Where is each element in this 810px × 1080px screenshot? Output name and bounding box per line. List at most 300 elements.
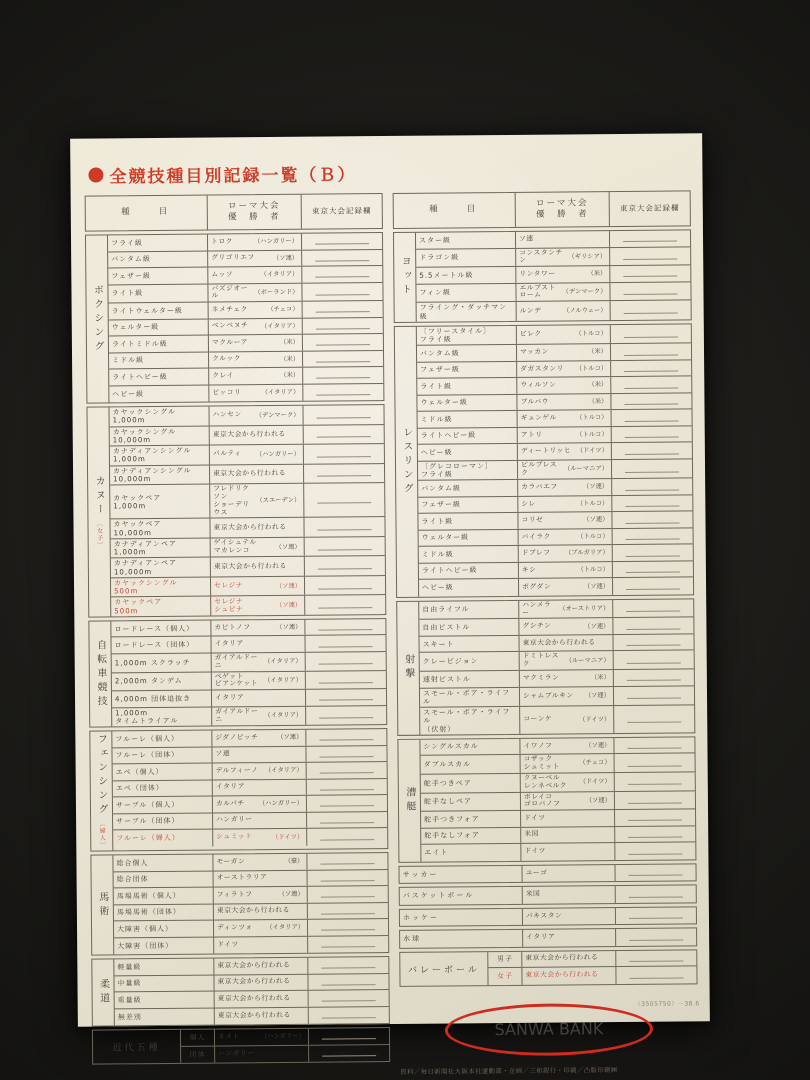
winner-cell bbox=[519, 618, 613, 634]
winner-cell bbox=[210, 445, 304, 464]
winner-name: イタリア bbox=[214, 693, 245, 702]
winner-name: コリゼ bbox=[521, 515, 544, 524]
winner-country: （ブルガリア） bbox=[564, 549, 609, 557]
event-cell: 大障害（団体） bbox=[114, 937, 214, 954]
winner-name: 東京大会から行われる bbox=[217, 1010, 291, 1020]
winner-cell bbox=[520, 687, 614, 706]
event-cell: 中量級 bbox=[114, 975, 214, 991]
record-blank-line bbox=[318, 676, 373, 683]
winner-country: （ソ連） bbox=[272, 254, 299, 262]
winner-cell bbox=[521, 773, 615, 791]
winner-cell bbox=[208, 267, 302, 283]
winner-cell bbox=[213, 812, 307, 828]
tokyo-record-cell bbox=[612, 495, 692, 511]
record-blank-line bbox=[317, 496, 372, 503]
record-blank-line bbox=[322, 1033, 377, 1040]
winner-country: （チェコ） bbox=[267, 306, 299, 314]
record-blank-line bbox=[624, 348, 679, 355]
event-cell: ライトミドル級 bbox=[109, 336, 209, 352]
winner-cell bbox=[518, 427, 612, 443]
tokyo-record-cell bbox=[305, 556, 385, 575]
table-row bbox=[400, 864, 696, 883]
winner-cell bbox=[208, 283, 302, 301]
record-blank-line bbox=[318, 657, 373, 664]
record-blank-line bbox=[623, 270, 678, 277]
winner-cell bbox=[523, 929, 616, 946]
winner-name: ソ連 bbox=[215, 749, 231, 758]
winner-cell bbox=[213, 854, 307, 870]
winner-name: ゲイシュテル マカレンコ bbox=[213, 538, 257, 555]
record-blank-line bbox=[316, 411, 371, 418]
event-cell: 舵手なしフォア bbox=[421, 827, 521, 843]
winner-cell bbox=[214, 870, 308, 886]
tokyo-record-cell bbox=[613, 599, 693, 617]
event-cell: フルーレ（団体） bbox=[112, 747, 212, 763]
winner-name: 米国 bbox=[525, 890, 541, 899]
event-cell: 馬場馬術（個人） bbox=[114, 888, 214, 904]
winner-name: トロク bbox=[211, 237, 233, 246]
section-label-boxing bbox=[86, 235, 109, 402]
table-row bbox=[115, 1007, 389, 1026]
table-row bbox=[111, 595, 385, 616]
record-blank-line bbox=[318, 640, 373, 647]
section-rows bbox=[420, 737, 695, 861]
section-football bbox=[398, 863, 696, 884]
winner-cell bbox=[212, 671, 306, 689]
winner-cell bbox=[518, 410, 612, 426]
tokyo-record-cell bbox=[308, 974, 388, 990]
section-label-text: ヨット bbox=[399, 256, 411, 299]
document-page bbox=[70, 133, 710, 1076]
event-cell: シングルスカル bbox=[420, 739, 520, 755]
event-cell: バンタム級 bbox=[108, 251, 208, 267]
winner-name: シャムブルキン bbox=[522, 691, 574, 700]
event-cell: ミドル級 bbox=[419, 546, 519, 562]
winner-country: （ソ連） bbox=[583, 582, 610, 591]
tokyo-record-cell bbox=[306, 729, 386, 745]
winner-name: ソ連 bbox=[518, 234, 534, 243]
tokyo-record-cell bbox=[612, 459, 692, 478]
event-cell: サーブル（個人） bbox=[113, 797, 213, 813]
winner-name: マクルーア bbox=[211, 338, 248, 347]
tokyo-record-cell bbox=[307, 853, 387, 869]
winner-cell bbox=[214, 887, 308, 903]
winner-cell bbox=[521, 843, 615, 860]
event-cell: ロードレース（個人） bbox=[111, 620, 211, 636]
event-cell: ホッケー bbox=[400, 908, 523, 926]
record-blank-line bbox=[315, 288, 370, 295]
winner-cell bbox=[516, 266, 610, 282]
winner-name: クレイ bbox=[212, 371, 234, 380]
winner-country: （ドイツ） bbox=[576, 447, 608, 455]
winner-name: クルック bbox=[212, 354, 242, 364]
section-fencing bbox=[89, 728, 388, 852]
right-table bbox=[393, 190, 699, 1075]
tokyo-record-cell bbox=[306, 652, 386, 670]
winner-country: （ソ連） bbox=[276, 601, 302, 609]
winner-name: グリゴリエフ bbox=[211, 253, 255, 262]
tokyo-record-cell bbox=[309, 1028, 389, 1044]
winner-country: （ソ連） bbox=[585, 796, 611, 804]
event-cell: ライト級 bbox=[417, 378, 517, 394]
record-blank-line bbox=[629, 912, 684, 919]
tokyo-record-cell bbox=[611, 344, 691, 360]
winner-name: カルパチ bbox=[215, 799, 245, 808]
table-header bbox=[393, 190, 691, 229]
winner-country: （米） bbox=[588, 381, 608, 389]
section-rows bbox=[108, 233, 383, 403]
event-cell: 5.5メートル級 bbox=[416, 267, 516, 283]
winner-name: ネメト bbox=[217, 1032, 240, 1041]
tokyo-record-cell bbox=[615, 826, 695, 842]
winner-country: （米） bbox=[280, 339, 299, 347]
section-label-rowing bbox=[398, 739, 421, 861]
table-row bbox=[109, 384, 383, 403]
record-tables bbox=[85, 190, 699, 1078]
record-blank-line bbox=[623, 306, 678, 313]
table-header bbox=[85, 193, 383, 232]
record-blank-line bbox=[628, 890, 683, 897]
winner-country: （ソ連） bbox=[583, 516, 609, 524]
winner-cell bbox=[522, 967, 616, 984]
record-blank-line bbox=[624, 430, 679, 437]
table-row bbox=[416, 247, 690, 268]
record-blank-line bbox=[625, 465, 680, 472]
tokyo-record-cell bbox=[309, 1045, 389, 1062]
header-event: 種 目 bbox=[394, 193, 516, 228]
winner-country: （オーストリア） bbox=[559, 605, 610, 613]
event-cell: カナディアンシングル 10,000m bbox=[110, 465, 210, 484]
tokyo-record-cell bbox=[305, 595, 385, 614]
tokyo-record-cell bbox=[616, 950, 696, 966]
event-cell: カヤックペア 500m bbox=[111, 597, 211, 616]
winner-country: （米） bbox=[280, 355, 300, 363]
event-cell: 舵手なしペア bbox=[421, 792, 521, 810]
winner-name: ウィルソン bbox=[520, 380, 557, 389]
record-blank-line bbox=[629, 971, 684, 978]
tokyo-record-cell bbox=[304, 444, 384, 463]
section-rows bbox=[113, 853, 388, 954]
winner-cell bbox=[521, 810, 615, 826]
winner-name: ブルバウ bbox=[520, 397, 549, 406]
winner-name: コザック シュミット bbox=[523, 754, 560, 771]
table-row bbox=[421, 842, 695, 861]
header-tokyo-record: 東京大会記録欄 bbox=[311, 206, 372, 216]
section-label-text: カヌー bbox=[93, 475, 105, 518]
winner-country: （トルコ） bbox=[575, 364, 608, 373]
record-blank-line bbox=[321, 995, 376, 1002]
winner-country: （米） bbox=[588, 397, 608, 406]
table-row bbox=[113, 828, 387, 847]
record-blank-line bbox=[629, 954, 684, 961]
table-row bbox=[419, 599, 693, 620]
record-blank-line bbox=[625, 483, 680, 490]
winner-name: ベゲット ビアンケット bbox=[214, 671, 258, 688]
winner-name: フィラトフ bbox=[216, 890, 253, 899]
event-cell: 自由ライフル bbox=[419, 601, 519, 619]
event-cell: フィン級 bbox=[416, 284, 516, 302]
winner-country: （ルーマニア） bbox=[563, 465, 609, 473]
event-cell: ヘビー級 bbox=[419, 579, 519, 596]
winner-cell bbox=[521, 754, 615, 772]
tokyo-record-cell bbox=[302, 250, 382, 266]
winner-name: バイラク bbox=[521, 532, 551, 541]
winner-name: リンタワー bbox=[519, 269, 556, 278]
winner-cell bbox=[211, 538, 305, 557]
winner-cell bbox=[212, 706, 306, 725]
section-label-yachting bbox=[394, 233, 417, 322]
winner-cell bbox=[215, 1029, 309, 1045]
tokyo-record-cell bbox=[308, 957, 388, 973]
winner-name: キシ bbox=[521, 565, 537, 574]
record-blank-line bbox=[320, 874, 375, 881]
winner-name: ドイツ bbox=[217, 940, 239, 949]
winner-cell bbox=[518, 460, 612, 479]
winner-country: （米） bbox=[588, 348, 608, 356]
tokyo-record-cell bbox=[309, 1007, 389, 1024]
winner-name: ベンベヌチ bbox=[211, 321, 249, 331]
winner-cell bbox=[211, 620, 305, 636]
event-cell: フェザー級 bbox=[418, 497, 518, 513]
event-cell: フライ級 bbox=[108, 235, 208, 251]
record-blank-line bbox=[319, 694, 374, 701]
winner-name: イタリア bbox=[214, 639, 244, 648]
winner-country: （ソ連） bbox=[582, 483, 609, 491]
record-blank-line bbox=[624, 364, 679, 371]
winner-cell bbox=[209, 384, 303, 401]
winner-country: （ハンガリー） bbox=[260, 1033, 306, 1041]
winner-cell bbox=[212, 690, 306, 706]
record-blank-line bbox=[628, 847, 683, 854]
section-label-text: フェンシング bbox=[95, 733, 108, 818]
winner-country: （豪） bbox=[284, 858, 304, 866]
tokyo-record-cell bbox=[611, 360, 691, 376]
tokyo-record-cell bbox=[610, 265, 690, 281]
event-cell: ダブルスカル bbox=[421, 755, 521, 773]
section-label-judo bbox=[92, 960, 115, 1026]
winner-country: （トルコ） bbox=[576, 430, 608, 439]
winner-country: （ソ連） bbox=[275, 582, 302, 590]
winner-country: （スエーデン） bbox=[256, 496, 301, 505]
table-row bbox=[110, 483, 384, 520]
winner-country: （チェコ） bbox=[579, 759, 611, 767]
record-blank-line bbox=[628, 814, 683, 821]
winner-name: ドイツ bbox=[524, 847, 546, 856]
winner-name: セレジナ bbox=[214, 581, 244, 590]
winner-country: （ソ連） bbox=[277, 734, 303, 742]
winner-cell bbox=[211, 557, 305, 576]
tokyo-record-cell bbox=[307, 779, 387, 795]
record-blank-line bbox=[321, 978, 376, 985]
event-cell: 大障害（個人） bbox=[114, 921, 214, 937]
tokyo-record-cell bbox=[303, 384, 383, 401]
tokyo-record-cell bbox=[616, 885, 696, 902]
winner-country: （イタリア） bbox=[263, 657, 302, 666]
record-blank-line bbox=[322, 1050, 377, 1057]
event-cell: サーブル（団体） bbox=[113, 813, 213, 829]
winner-cell bbox=[210, 518, 304, 537]
winner-name: ピルブレスク bbox=[520, 460, 558, 477]
winner-cell bbox=[523, 908, 616, 925]
event-cell: フルーレ（婦人） bbox=[113, 830, 213, 847]
section-boxing bbox=[85, 232, 384, 404]
winner-name: ルンデ bbox=[519, 306, 542, 315]
section-label-text: ボクシング bbox=[91, 284, 104, 355]
tokyo-record-cell bbox=[307, 812, 387, 828]
winner-name: シレ bbox=[521, 499, 536, 508]
winner-name: クヌーベル レンネベルク bbox=[523, 773, 568, 790]
winner-cell bbox=[212, 653, 306, 671]
winner-cell bbox=[209, 351, 303, 367]
record-blank-line bbox=[624, 447, 679, 454]
tokyo-record-cell bbox=[302, 266, 382, 282]
record-blank-line bbox=[320, 833, 375, 840]
record-blank-line bbox=[316, 339, 371, 346]
winner-cell bbox=[209, 368, 303, 384]
tokyo-record-cell bbox=[616, 966, 696, 983]
tokyo-record-cell bbox=[614, 705, 694, 732]
tokyo-record-cell bbox=[614, 651, 694, 669]
winner-cell bbox=[213, 796, 307, 812]
record-blank-line bbox=[626, 605, 681, 612]
header-event: 種 目 bbox=[86, 196, 208, 231]
table-row bbox=[416, 282, 690, 303]
event-cell: カナディアンシングル 1,000m bbox=[110, 446, 210, 465]
winner-country: （イタリア） bbox=[264, 767, 303, 775]
winner-name: 東京大会から行われる bbox=[213, 522, 287, 532]
event-cell: ドラゴン級 bbox=[416, 248, 516, 266]
winner-name: コーンケ bbox=[523, 715, 553, 724]
winner-cell bbox=[210, 425, 304, 444]
event-cell: 1,000m スクラッチ bbox=[112, 653, 212, 671]
tokyo-record-cell bbox=[615, 791, 695, 809]
winner-country: （ソ連） bbox=[278, 891, 304, 899]
winner-name: コンスタンチン bbox=[519, 247, 563, 265]
header-rome-winner bbox=[516, 192, 610, 227]
section-label-equestrian bbox=[91, 856, 114, 955]
section-label-text: 柔道 bbox=[97, 978, 109, 1007]
section-rows bbox=[488, 950, 696, 985]
event-cell: 総合団体 bbox=[114, 871, 214, 887]
winner-cell bbox=[519, 545, 613, 561]
section-label-fencing bbox=[90, 732, 113, 851]
tokyo-record-cell bbox=[305, 635, 385, 651]
event-cell: 速射ピストル bbox=[420, 671, 520, 687]
event-cell: カヤックペア 1,000m bbox=[110, 485, 210, 519]
winner-cell bbox=[517, 344, 611, 360]
section-label-text: 馬術 bbox=[96, 891, 108, 920]
winner-cell bbox=[214, 958, 308, 974]
winner-country: （米） bbox=[587, 270, 607, 278]
event-cell: カヤックペア 10,000m bbox=[110, 519, 210, 538]
record-blank-line bbox=[316, 389, 371, 396]
record-blank-line bbox=[318, 582, 373, 589]
winner-country: （イタリア） bbox=[261, 389, 300, 397]
event-cell: フルーレ（個人） bbox=[112, 731, 212, 747]
table-row bbox=[488, 966, 696, 984]
section-judo bbox=[91, 956, 390, 1027]
record-blank-line bbox=[625, 499, 680, 506]
tokyo-record-cell bbox=[303, 367, 383, 383]
bullet-icon bbox=[88, 167, 103, 182]
tokyo-record-cell bbox=[610, 230, 690, 246]
winner-cell bbox=[208, 234, 302, 250]
record-blank-line bbox=[315, 270, 370, 277]
winner-cell bbox=[213, 763, 307, 779]
record-blank-line bbox=[627, 715, 682, 722]
event-cell: カナディアンペア 1,000m bbox=[111, 538, 211, 557]
winner-country: （イタリア） bbox=[260, 270, 299, 279]
winner-cell bbox=[516, 248, 610, 266]
table-row bbox=[421, 772, 695, 793]
table-row bbox=[112, 671, 386, 692]
section-rows bbox=[419, 599, 694, 734]
sanwa-bank-logo bbox=[445, 1002, 653, 1056]
tokyo-record-cell bbox=[302, 283, 382, 301]
section-rows bbox=[400, 885, 696, 904]
record-blank-line bbox=[625, 532, 680, 539]
print-code: （3505750）－38.6 bbox=[634, 1000, 700, 1008]
section-shooting bbox=[396, 598, 695, 736]
event-cell: ミドル級 bbox=[109, 352, 209, 368]
winner-cell bbox=[214, 974, 308, 990]
tokyo-record-cell bbox=[610, 282, 690, 300]
section-note: 〔女子〕 bbox=[95, 520, 103, 549]
record-blank-line bbox=[319, 783, 374, 790]
tokyo-record-cell bbox=[306, 706, 386, 725]
event-cell: 舵手つきフォア bbox=[421, 811, 521, 827]
event-cell: フライング・ダッチマン級 bbox=[417, 302, 517, 321]
table-row bbox=[417, 324, 691, 346]
winner-name: ディンツォ bbox=[216, 923, 253, 932]
event-cell: 〔グレコローマン〕 フライ級 bbox=[418, 461, 518, 480]
table-row bbox=[420, 686, 694, 708]
winner-name: ピッコリ bbox=[212, 388, 242, 397]
event-cell: 1,000m タイムトライアル bbox=[112, 707, 212, 726]
tokyo-record-cell bbox=[304, 483, 384, 517]
winner-cell bbox=[520, 706, 614, 734]
winner-name: ドブレフ bbox=[521, 548, 551, 557]
winner-name: デルフィーノ bbox=[215, 766, 259, 775]
winner-name: モーガン bbox=[216, 857, 246, 866]
table-row bbox=[420, 705, 694, 734]
winner-cell bbox=[209, 302, 303, 318]
winner-country: （ソ連） bbox=[276, 623, 302, 631]
winner-cell bbox=[516, 231, 610, 247]
winner-country: （ルーマニア） bbox=[565, 656, 610, 665]
section-waterpolo bbox=[399, 927, 697, 948]
tokyo-record-cell bbox=[305, 537, 385, 556]
sub-event-cell: 男子 bbox=[488, 951, 522, 967]
record-blank-line bbox=[629, 933, 684, 940]
tokyo-record-cell bbox=[616, 928, 696, 945]
winner-cell bbox=[210, 464, 304, 483]
winner-country: （トルコ） bbox=[575, 330, 607, 338]
tokyo-record-cell bbox=[611, 324, 691, 343]
winner-name: ハンガリー bbox=[218, 1049, 255, 1058]
record-blank-line bbox=[626, 639, 681, 646]
table-row bbox=[112, 652, 386, 673]
event-cell: 舵手つきペア bbox=[421, 774, 521, 792]
winner-name: ビレク bbox=[519, 329, 542, 338]
record-blank-line bbox=[317, 543, 372, 550]
record-blank-line bbox=[626, 656, 681, 663]
table-row bbox=[111, 576, 385, 598]
tokyo-record-cell bbox=[611, 377, 691, 393]
tokyo-record-cell bbox=[307, 762, 387, 778]
section-label-text: 自転車競技 bbox=[94, 638, 107, 710]
winner-country: （トルコ） bbox=[577, 565, 609, 574]
